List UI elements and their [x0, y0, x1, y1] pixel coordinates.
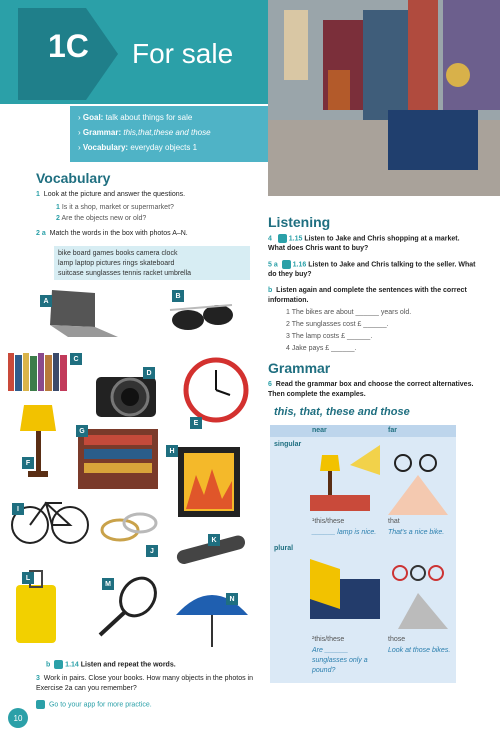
photo-label-a: A: [40, 295, 52, 307]
plural-far-rule: those: [388, 636, 406, 643]
books-image: [8, 353, 67, 391]
word-line: bike board games books camera clock: [58, 250, 178, 257]
col-near: near: [312, 427, 327, 434]
sunglasses-image: [170, 305, 233, 330]
photo-label-l: L: [22, 572, 34, 584]
audio-icon[interactable]: [282, 260, 291, 269]
exercise-5a: 5 a 1.16 Listen to Jake and Chris talking to the seller. What do they buy?: [268, 261, 476, 279]
grammar-heading: Grammar: [268, 360, 331, 376]
bikes-far-illustration: [388, 559, 448, 629]
ex1-question-1: 1 Is it a shop, market or supermarket?: [56, 204, 174, 211]
photo-label-j: J: [146, 545, 158, 557]
goals-box: [70, 106, 268, 162]
lesson-title: For sale: [132, 38, 234, 69]
plural-near-rule: ²this/these: [312, 636, 345, 643]
exercise-2a: 2 a Match the words in the box with photos A–N.: [36, 230, 188, 237]
pictures-image: [178, 447, 240, 517]
row-plural: plural: [274, 545, 294, 552]
audio-icon[interactable]: [278, 234, 287, 243]
sentence-2: 2 The sunglasses cost £ ______.: [286, 321, 389, 328]
photo-label-b: B: [172, 290, 184, 302]
word-line: lamp laptop pictures rings skateboard: [58, 260, 175, 267]
app-practice-note: Go to your app for more practice.: [36, 700, 266, 710]
clock-image: [186, 360, 246, 420]
sunglasses-near-illustration: [310, 559, 382, 629]
photo-label-n: N: [226, 593, 238, 605]
exercise-6: 6 Read the grammar box and choose the correct alternatives. Then complete the examples.: [268, 381, 474, 398]
photo-label-g: G: [76, 425, 88, 437]
page-number: 10: [8, 708, 28, 728]
photo-label-k: K: [208, 534, 220, 546]
exercise-5b: b Listen again and complete the sentences with the correct information.: [268, 287, 467, 304]
goal-line: › Goal: talk about things for sale: [78, 113, 193, 122]
laptop-image: [50, 290, 118, 337]
singular-far-example: That's a nice bike.: [388, 529, 445, 536]
word-line: suitcase sunglasses tennis racket umbrella: [58, 270, 192, 277]
photo-label-d: D: [143, 367, 155, 379]
objects-illustration: [0, 285, 268, 665]
grammar-table-header: [270, 425, 456, 437]
grammar-box-title: this, that, these and those: [274, 406, 410, 418]
photo-label-c: C: [70, 353, 82, 365]
word-box: [54, 246, 250, 280]
exercise-4: 4 1.15 Listen to Jake and Chris shopping at a market. What does Chris want to buy?: [268, 235, 460, 253]
audio-icon[interactable]: [54, 660, 63, 669]
photo-label-h: H: [166, 445, 178, 457]
photo-label-m: M: [102, 578, 114, 590]
singular-near-rule: ¹this/these: [312, 518, 345, 525]
rings-image: [102, 514, 156, 540]
photo-label-f: F: [22, 457, 34, 469]
vocabulary-heading: Vocabulary: [36, 170, 111, 186]
exercise-1: 1 Look at the picture and answer the questions.: [36, 191, 186, 198]
app-icon[interactable]: [36, 700, 45, 709]
vocab-line: › Vocabulary: everyday objects 1: [78, 143, 198, 152]
singular-near-example: ______ lamp is nice.: [312, 529, 377, 536]
market-photo: [268, 0, 500, 196]
photo-label-e: E: [190, 417, 202, 429]
plural-far-example: Look at those bikes.: [388, 647, 451, 654]
photo-label-i: I: [12, 503, 24, 515]
ex1-question-2: 2 Are the objects new or old?: [56, 215, 147, 222]
camera-image: [96, 377, 156, 417]
grammar-line: › Grammar: this,that,these and those: [78, 128, 211, 137]
lamp-near-illustration: [310, 445, 382, 515]
board-games-image: [78, 429, 158, 489]
exercise-3: 3 Work in pairs. Close your books. How many objects in the photos in Exercise 2a can you remember?: [36, 675, 253, 692]
singular-far-rule: that: [388, 518, 400, 525]
row-singular: singular: [274, 441, 302, 448]
sentence-4: 4 Jake pays £ ______.: [286, 345, 357, 352]
listening-heading: Listening: [268, 214, 331, 230]
sentence-1: 1 The bikes are about ______ years old.: [286, 309, 412, 316]
bike-far-illustration: [388, 445, 448, 515]
lesson-number: 1C: [48, 28, 89, 64]
sentence-3: 3 The lamp costs £ ______.: [286, 333, 373, 340]
exercise-2b: b 1.14 Listen and repeat the words.: [46, 661, 176, 669]
plural-near-example: Are ______ sunglasses only a pound?: [312, 647, 368, 674]
col-far: far: [388, 427, 397, 434]
grammar-table: [270, 425, 456, 683]
